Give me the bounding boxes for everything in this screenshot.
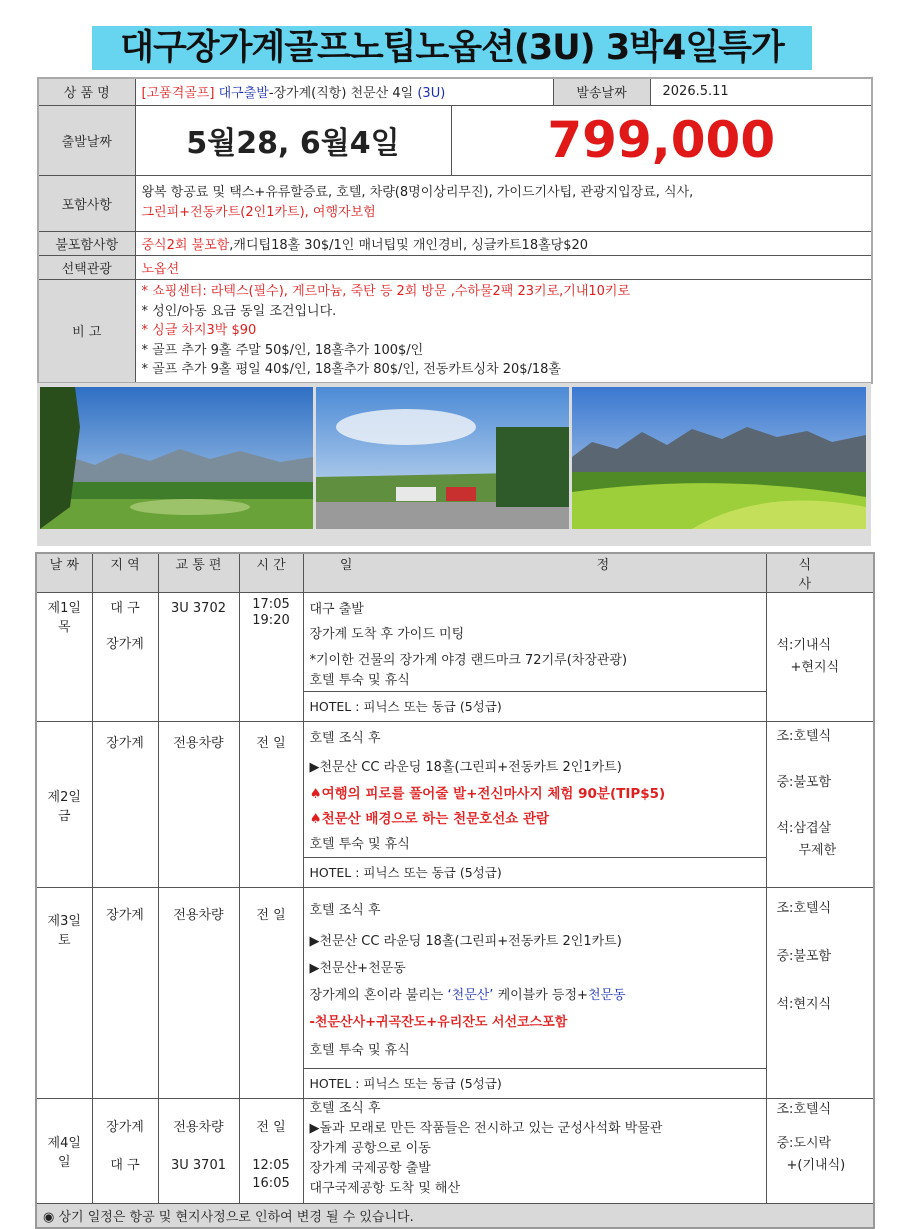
schedule-row-day-2	[36, 722, 874, 888]
departure-dates: 5월28, 6월4일	[135, 105, 451, 175]
golf-clubhouse-photo	[316, 387, 569, 529]
day-label: 제2일 금	[36, 722, 92, 888]
remark-item: * 골프 추가 9홀 주말 50$/인, 18홀추가 100$/인	[141, 342, 424, 358]
hotel-info: HOTEL : 피닉스 또는 동급 (5성급)	[304, 857, 766, 887]
product-info-table	[37, 77, 873, 384]
product-tag: [고품격골프]	[141, 86, 215, 102]
transport-cell: 전용차량	[158, 722, 239, 888]
remarks-label: 비 고	[38, 279, 135, 383]
product-name-label: 상 품 명	[38, 78, 135, 105]
included-label: 포함사항	[38, 175, 135, 231]
itinerary-day-4: 호텔 조식 후 ▶돌과 모래로 만든 작품들은 전시하고 있는 군성사석화 박물관 장가계 공항으로 이동 장가계 국제공항 출발 대구국제공항 도착 및 해산	[303, 1099, 766, 1204]
transport-cell: 전용차량 3U 3701	[158, 1099, 239, 1204]
time-cell: 전 일	[239, 888, 303, 1099]
remark-item: * 싱글 차지3박 $90	[141, 323, 257, 338]
hotel-info: HOTEL : 피닉스 또는 동급 (5성급)	[304, 691, 766, 721]
product-route: -장가계(직항) 천문산 4일	[268, 86, 414, 102]
transport-cell: 3U 3702	[158, 593, 239, 722]
schedule-row-day-4	[36, 1099, 874, 1204]
excluded-lunch: 중식2회 불포함	[141, 237, 230, 253]
time-cell: 전 일 12:05 16:05	[239, 1099, 303, 1204]
option-tour-label: 선택관광	[38, 255, 135, 279]
departure-label: 출발날짜	[38, 105, 135, 175]
region-cell: 장가계 대 구	[92, 1099, 158, 1204]
option-tour-value: 노옵션	[135, 255, 872, 279]
region-cell: 장가계	[92, 722, 158, 888]
time-cell: 17:05 19:20	[239, 593, 303, 722]
included-line-1: 왕복 항공료 및 택스+유류할증료, 호텔, 차량(8명이상리무진), 가이드기사팁, 관광지입장료, 식사,	[141, 185, 694, 200]
remark-item: * 골프 추가 9홀 평일 40$/인, 18홀추가 80$/인, 전동카트싱차 20$/18홀	[141, 362, 561, 377]
golf-course-photo-2	[572, 387, 866, 529]
page-title: 대구장가계골프노팁노옵션(3U) 3박4일특가	[92, 26, 812, 70]
day-label: 제4일 일	[36, 1099, 92, 1204]
region-cell: 장가계	[92, 888, 158, 1099]
remark-item: * 쇼핑센터: 라텍스(필수), 게르마늄, 죽탄 등 2회 방문 ,수하물2팩 23키로,기내10키로	[141, 284, 631, 299]
itinerary-day-3: 호텔 조식 후 ▶천문산 CC 라운딩 18홀(그린피+전동카트 2인1카트) ▶천문산+천문동 장가계의 혼이라 불리는 ‘천문산’ 케이블카 등정+천문동 -천문산사+귀곡잔도+유리잔도 서선코스포함 호텔 투숙 및 휴식 HOTEL : 피닉스 또는 동급 (5성급)	[303, 888, 766, 1099]
hotel-info: HOTEL : 피닉스 또는 동급 (5성급)	[304, 1068, 766, 1098]
header-meal: 식 사	[766, 553, 874, 593]
header-itinerary: 일 정	[303, 553, 766, 593]
included-items	[135, 175, 872, 231]
photo-strip	[37, 383, 871, 546]
day-label: 제3일 토	[36, 888, 92, 1099]
product-name	[135, 78, 553, 105]
excluded-rest: ,캐디팁18홀 30$/1인 매너팁및 개인경비, 싱글카트18홀당$20	[229, 237, 589, 253]
meal-cell: 조:호텔식 중:불포함 석:삼겹살 무제한	[766, 722, 874, 888]
product-code: (3U)	[417, 86, 446, 102]
meal-cell: 조:호텔식 중:불포함 석:현지식	[766, 888, 874, 1099]
excluded-label: 불포함사항	[38, 231, 135, 255]
transport-cell: 전용차량	[158, 888, 239, 1099]
golf-course-photo-1	[40, 387, 313, 529]
send-date-label: 발송날짜	[553, 78, 650, 105]
header-time: 시 간	[239, 553, 303, 593]
schedule-row-day-1	[36, 593, 874, 722]
send-date: 2026.5.11	[650, 78, 872, 105]
price: 799,000	[451, 105, 872, 175]
header-date: 날 짜	[36, 553, 92, 593]
region-cell: 대 구 장가계	[92, 593, 158, 722]
day-label: 제1일 목	[36, 593, 92, 722]
notice-footer: ◉ 상기 일정은 항공 및 현지사정으로 인하여 변경 될 수 있습니다.	[36, 1204, 874, 1229]
header-transport: 교 통 편	[158, 553, 239, 593]
schedule-row-day-3	[36, 888, 874, 1099]
schedule-table	[35, 552, 875, 1229]
remark-item: * 성인/아동 요금 동일 조건입니다.	[141, 303, 337, 319]
included-line-2: 그린피+전동카트(2인1카트), 여행자보험	[141, 205, 376, 220]
product-departure: 대구출발	[218, 86, 269, 102]
excluded-items	[135, 231, 872, 255]
header-region: 지 역	[92, 553, 158, 593]
meal-cell: 석:기내식 +현지식	[766, 593, 874, 722]
itinerary-day-2: 호텔 조식 후 ▶천문산 CC 라운딩 18홀(그린피+전동카트 2인1카트) ♠여행의 피로를 풀어줄 발+전신마사지 체험 90분(TIP$5) ♠천문산 배경으로 하는 천문호선쇼 관람 호텔 투숙 및 휴식 HOTEL : 피닉스 또는 동급 (5성급)	[303, 722, 766, 888]
itinerary-day-1: 대구 출발 장가계 도착 후 가이드 미팅 *기이한 건물의 장가계 야경 랜드마크 72기루(차장관광) 호텔 투숙 및 휴식 HOTEL : 피닉스 또는 동급 (5성급)	[303, 593, 766, 722]
time-cell: 전 일	[239, 722, 303, 888]
meal-cell: 조:호텔식 중:도시락 +(기내식)	[766, 1099, 874, 1204]
remarks-list	[135, 279, 872, 383]
